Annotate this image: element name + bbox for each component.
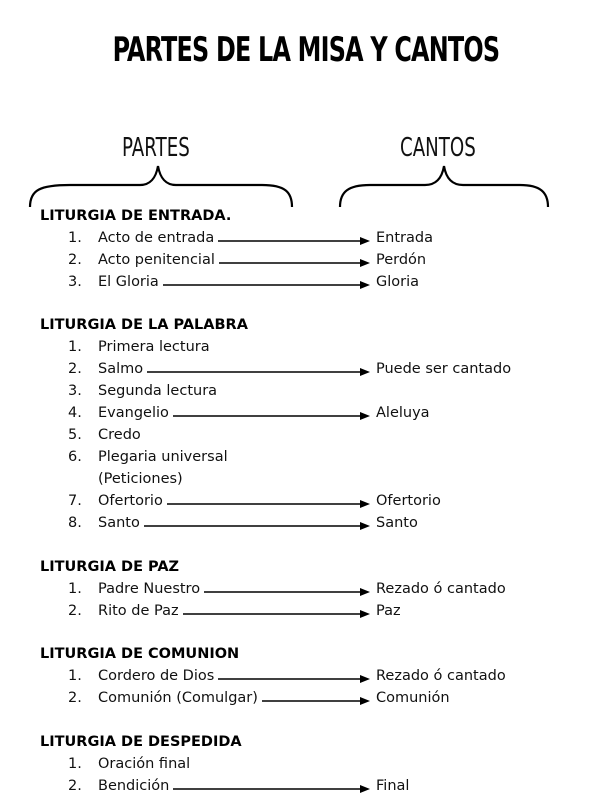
list-item [0, 339, 612, 361]
arrow-right-icon [0, 778, 612, 800]
mass-part-label: Plegaria universal [98, 449, 228, 465]
item-number: 1. [68, 668, 82, 684]
item-number: 2. [68, 603, 82, 619]
list-item [0, 668, 612, 690]
arrow-right-icon [0, 581, 612, 603]
mass-part-label: Credo [98, 427, 141, 443]
list-item [0, 252, 612, 274]
section-heading: LITURGIA DE LA PALABRA [40, 317, 248, 333]
list-item [0, 230, 612, 252]
list-item [0, 690, 612, 712]
song-label: Ofertorio [376, 493, 441, 509]
mass-part-label: Rito de Paz [98, 603, 179, 619]
mass-part-label: (Peticiones) [98, 471, 183, 487]
item-number: 1. [68, 230, 82, 246]
list-item [0, 778, 612, 800]
song-label: Entrada [376, 230, 433, 246]
mass-part-label: Acto de entrada [98, 230, 215, 246]
song-label: Santo [376, 515, 418, 531]
item-number: 7. [68, 493, 82, 509]
section-heading: LITURGIA DE COMUNION [40, 646, 240, 662]
arrow-right-icon [0, 603, 612, 625]
arrow-right-icon [0, 690, 612, 712]
mass-part-label: Padre Nuestro [98, 581, 201, 597]
arrow-right-icon [0, 361, 612, 383]
song-label: Perdón [376, 252, 427, 268]
item-number: 6. [68, 449, 82, 465]
arrow-right-icon [0, 230, 612, 252]
song-label: Gloria [376, 274, 420, 290]
item-number: 4. [68, 405, 82, 421]
song-label: Aleluya [376, 405, 430, 421]
section-heading: LITURGIA DE PAZ [40, 559, 180, 575]
item-number: 1. [68, 339, 82, 355]
list-item [0, 471, 612, 493]
arrow-right-icon [0, 274, 612, 296]
mass-part-label: El Gloria [98, 274, 159, 290]
mass-part-label: Comunión (Comulgar) [98, 690, 258, 706]
arrow-right-icon [0, 405, 612, 427]
song-label: Final [376, 778, 410, 794]
mass-part-label: Bendición [98, 778, 170, 794]
mass-part-label: Cordero de Dios [98, 668, 215, 684]
item-number: 8. [68, 515, 82, 531]
column-heading-partes: PARTES [122, 133, 190, 163]
item-number: 1. [68, 581, 82, 597]
list-item [0, 383, 612, 405]
item-number: 3. [68, 383, 82, 399]
list-item [0, 361, 612, 383]
item-number: 1. [68, 756, 82, 772]
arrow-right-icon [0, 515, 612, 537]
list-item [0, 405, 612, 427]
section-heading: LITURGIA DE ENTRADA. [40, 208, 232, 224]
mass-part-label: Oración final [98, 756, 191, 772]
list-item [0, 603, 612, 625]
song-label: Puede ser cantado [376, 361, 512, 377]
list-item [0, 493, 612, 515]
list-item [0, 427, 612, 449]
mass-part-label: Primera lectura [98, 339, 210, 355]
page-title: PARTES DE LA MISA Y CANTOS [112, 30, 500, 70]
arrow-right-icon [0, 668, 612, 690]
section-heading: LITURGIA DE DESPEDIDA [40, 734, 242, 750]
column-heading-cantos: CANTOS [400, 133, 476, 163]
item-number: 2. [68, 778, 82, 794]
item-number: 2. [68, 361, 82, 377]
mass-part-label: Ofertorio [98, 493, 163, 509]
item-number: 5. [68, 427, 82, 443]
song-label: Paz [376, 603, 401, 619]
song-label: Rezado ó cantado [376, 581, 506, 597]
song-label: Comunión [376, 690, 450, 706]
arrow-right-icon [0, 493, 612, 515]
arrow-right-icon [0, 252, 612, 274]
item-number: 2. [68, 690, 82, 706]
list-item [0, 581, 612, 603]
mass-part-label: Santo [98, 515, 140, 531]
list-item [0, 274, 612, 296]
list-item [0, 515, 612, 537]
item-number: 2. [68, 252, 82, 268]
mass-part-label: Salmo [98, 361, 144, 377]
mass-part-label: Acto penitencial [98, 252, 215, 268]
list-item [0, 449, 612, 471]
mass-part-label: Segunda lectura [98, 383, 218, 399]
mass-part-label: Evangelio [98, 405, 169, 421]
item-number: 3. [68, 274, 82, 290]
song-label: Rezado ó cantado [376, 668, 506, 684]
brace-cantos-icon [340, 166, 548, 207]
list-item [0, 756, 612, 778]
brace-partes-icon [30, 166, 292, 207]
